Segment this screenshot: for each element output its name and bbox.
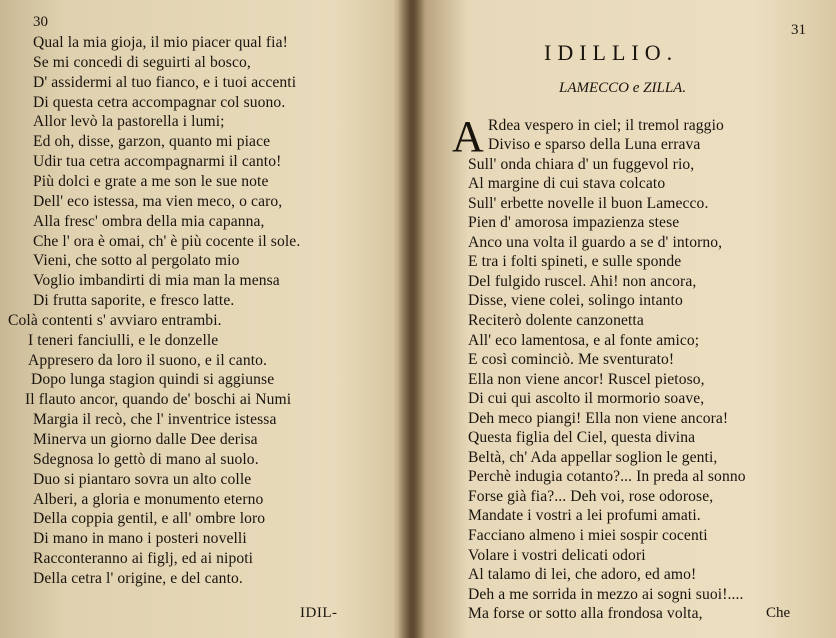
text-line: Alberi, a gloria e monumento eterno	[33, 490, 264, 508]
text-line: All' eco lamentosa, e al fonte amico;	[468, 331, 700, 349]
text-line: Disse, viene colei, solingo intanto	[468, 292, 683, 310]
poem-title: IDILLIO.	[544, 40, 679, 65]
text-line: Più dolci e grate a me son le sue note	[33, 172, 269, 190]
text-line: Beltà, ch' Ada appellar soglion le genti,	[468, 448, 718, 466]
catchword-right: Che	[766, 605, 791, 621]
text-line: Di questa cetra accompagnar col suono.	[33, 93, 286, 111]
text-line: Duo si piantaro sovra un alto colle	[33, 470, 252, 488]
text-line: Colà contenti s' avviaro entrambi.	[8, 311, 222, 329]
text-line: E tra i folti spineti, e sulle sponde	[468, 253, 682, 271]
text-line: Di frutta saporite, e fresco latte.	[33, 292, 235, 310]
text-line: Qual la mia gioja, il mio piacer qual fia!	[33, 34, 288, 51]
page-number-right: 31	[791, 22, 806, 38]
text-line: Al talamo di lei, che adoro, ed amo!	[468, 566, 697, 584]
text-line: Perchè indugia cotanto?... In preda al sonno	[468, 468, 746, 486]
text-line: Questa figlia del Ciel, questa divina	[468, 429, 696, 447]
text-line: I teneri fanciulli, e le donzelle	[28, 331, 219, 349]
text-line: Pien d' amorosa impazienza stese	[468, 214, 680, 232]
page-number-left: 30	[33, 14, 48, 30]
text-line: Reciterò dolente canzonetta	[468, 311, 644, 329]
text-line: Al margine di cui stava colcato	[468, 175, 666, 193]
text-line: Della coppia gentil, e all' ombre loro	[33, 510, 266, 528]
text-line: Ella non viene ancor! Ruscel pietoso,	[468, 370, 705, 388]
text-line: Minerva un giorno dalle Dee derisa	[33, 431, 258, 448]
text-line: E così cominciò. Me sventurato!	[468, 351, 675, 369]
text-line: Allor levò la pastorella i lumi;	[33, 113, 225, 131]
catchword-left: IDIL-	[300, 605, 338, 621]
text-line: Che l' ora è omai, ch' è più cocente il sole.	[33, 232, 301, 250]
text-line: Alla fresc' ombra della mia capanna,	[33, 212, 265, 230]
text-line: Mandate i vostri a lei profumi amati.	[468, 507, 701, 525]
text-line: Racconteranno ai figlj, ed ai nipoti	[33, 550, 254, 568]
text-line: Dell' eco istessa, ma vien meco, o caro,	[33, 192, 283, 210]
text-line: Deh a me sorrida in mezzo ai sogni suoi!....	[468, 585, 744, 603]
text-line: Dopo lunga stagion quindi si aggiunse	[31, 371, 275, 389]
text-line: Voglio imbandirti di mia man la mensa	[33, 272, 280, 290]
text-line: Deh meco piangi! Ella non viene ancora!	[468, 409, 729, 427]
text-line: Sull' erbette novelle il buon Lamecco.	[468, 194, 709, 212]
text-line: Di mano in mano i posteri novelli	[33, 530, 247, 548]
text-line: Udir tua cetra accompagnarmi il canto!	[33, 153, 282, 171]
text-line: Sull' onda chiara d' un fuggevol rio,	[468, 155, 695, 173]
text-line: Se mi concedi di seguirti al bosco,	[33, 53, 251, 71]
text-line: Diviso e sparso della Luna errava	[488, 136, 701, 153]
right-page	[418, 0, 836, 638]
left-page	[0, 0, 405, 638]
poem-subtitle: LAMECCO e ZILLA.	[559, 80, 687, 96]
text-line: Di cui qui ascolto il mormorio soave,	[468, 390, 705, 408]
text-line: Forse già fia?... Deh voi, rose odorose,	[468, 487, 714, 505]
text-line: Margia il recò, che l' inventrice istessa	[33, 411, 277, 429]
text-line: Vieni, che sotto al pergolato mio	[33, 252, 240, 270]
text-line: Della cetra l' origine, e del canto.	[33, 569, 243, 587]
text-line: Anco una volta il guardo a se d' intorno,	[468, 233, 723, 251]
text-line: Volare i vostri delicati odori	[468, 546, 646, 564]
text-line: D' assidermi al tuo fianco, e i tuoi accenti	[33, 73, 297, 91]
text-line: Il flauto ancor, quando de' boschi ai Numi	[25, 391, 292, 409]
text-line: Sdegnosa lo gettò di mano al suolo.	[33, 450, 259, 468]
text-line: Appresero da loro il suono, e il canto.	[28, 351, 268, 369]
text-line: Ma forse or sotto alla frondosa volta,	[468, 605, 703, 623]
first-line: Rdea vespero in ciel; il tremol raggio	[488, 117, 724, 134]
drop-cap: A	[452, 112, 484, 161]
text-line: Ed oh, disse, garzon, quanto mi piace	[33, 133, 271, 151]
text-line: Facciano almeno i miei sospir cocenti	[468, 527, 708, 544]
text-line: Del fulgido ruscel. Ahi! non ancora,	[468, 272, 697, 290]
